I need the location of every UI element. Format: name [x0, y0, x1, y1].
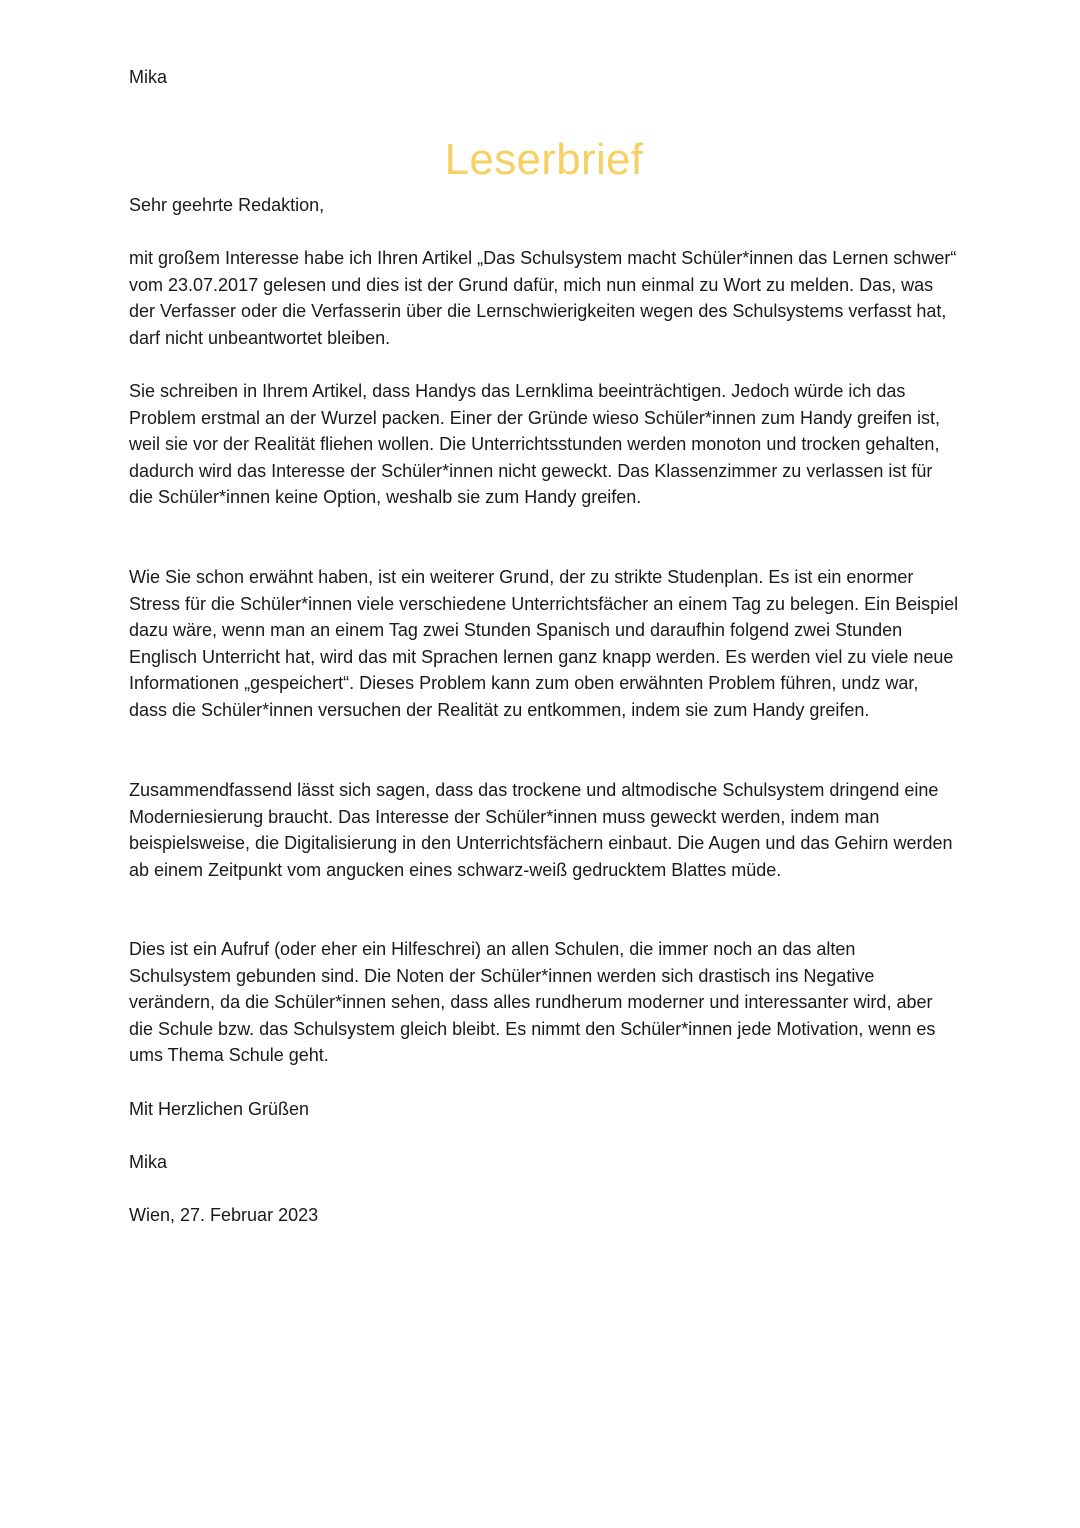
- closing-phrase: Mit Herzlichen Grüßen: [129, 1099, 310, 1119]
- salutation: Sehr geehrte Redaktion,: [129, 195, 325, 215]
- place-date: Wien, 27. Februar 2023: [129, 1205, 319, 1225]
- paragraph-zusammenfassung: Zusammendfassend lässt sich sagen, dass das trockene und altmodische Schulsystem dringend eine Moderniesierung braucht. Das Interesse der Schüler*innen muss geweckt werden, indem man beispielsweise, die Digitalisierung in den Unterrichtsfächern einbaut. Die Augen und das Gehirn werden ab einem Zeitpunkt vom angucken eines schwarz-weiß gedrucktem Blattes müde.: [129, 780, 953, 880]
- signature: Mika: [129, 1152, 168, 1172]
- paragraph-stundenplan: Wie Sie schon erwähnt haben, ist ein weiterer Grund, der zu strikte Studenplan. Es ist ein enormer Stress für die Schüler*innen viele verschiedene Unterrichtsfächer an einem Tag zu belegen. Ein Beispiel dazu wäre, wenn man an einem Tag zwei Stunden Spanisch und daraufhin folgend zwei Stunden Englisch Unterricht hat, wird das mit Sprachen lernen ganz knapp werden. Es werden viel zu viele neue Informationen „gespeichert“. Dieses Problem kann zum oben erwähnten Problem führen, undz war, dass die Schüler*innen versuchen der Realität zu entkommen, indem sie zum Handy greifen.: [129, 567, 959, 720]
- paragraph-aufruf: Dies ist ein Aufruf (oder eher ein Hilfeschrei) an allen Schulen, die immer noch an das alten Schulsystem gebunden sind. Die Noten der Schüler*innen werden sich drastisch ins Negative verändern, da die Schüler*innen sehen, dass alles rundherum moderner und interessanter wird, aber die Schule bzw. das Schulsystem gleich bleibt. Es nimmt den Schüler*innen jede Motivation, wenn es ums Thema Schule geht.: [129, 939, 936, 1066]
- paragraph-intro: mit großem Interesse habe ich Ihren Artikel „Das Schulsystem macht Schüler*innen das Lernen schwer“ vom 23.07.2017 gelesen und dies ist der Grund dafür, mich nun einmal zu Wort zu melden. Das, was der Verfasser oder die Verfasserin über die Lernschwierigkeiten wegen des Schulsystems verfasst hat, darf nicht unbeantwortet bleiben.: [129, 248, 957, 348]
- letter-title: Leserbrief: [444, 135, 644, 184]
- author-name-header: Mika: [129, 67, 168, 87]
- paragraph-handys: Sie schreiben in Ihrem Artikel, dass Handys das Lernklima beeinträchtigen. Jedoch würde ich das Problem erstmal an der Wurzel packen. Einer der Gründe wieso Schüler*innen zum Handy greifen ist, weil sie vor der Realität fliehen wollen. Die Unterrichtsstunden werden monoton und trocken gehalten, dadurch wird das Interesse der Schüler*innen nicht geweckt. Das Klassenzimmer zu verlassen ist für die Schüler*innen keine Option, weshalb sie zum Handy greifen.: [129, 381, 941, 508]
